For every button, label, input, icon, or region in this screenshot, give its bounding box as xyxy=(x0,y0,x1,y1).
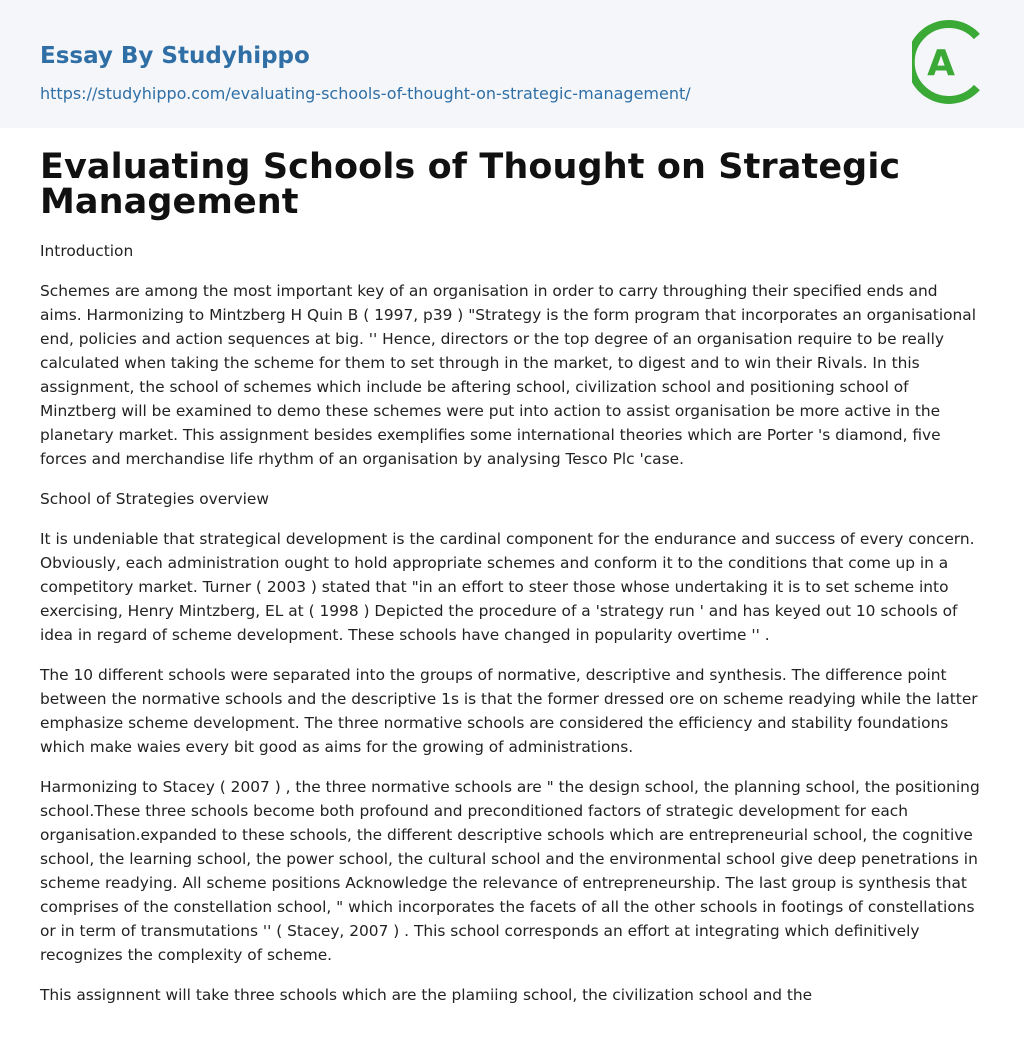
article-body xyxy=(40,239,984,1007)
paragraph: This assignnent will take three schools which are the plamiing school, the civilization school and the xyxy=(40,986,813,1004)
article-title: Evaluating Schools of Thought on Strategic Management xyxy=(40,147,901,222)
article-url-link[interactable]: https://studyhippo.com/evaluating-schools-of-thought-on-strategic-management/ xyxy=(40,84,691,103)
paragraph: Schemes are among the most important key of an organisation in order to carry throughing their specified ends and aims. Harmonizing to Mintzberg H Quin B ( 1997, p39 ) "Strategy is the form program that incorporates an organisational end, policies and action sequences at big. '' Hence, directors or the top degree of an organisation require to be really calculated when taking the scheme for them to set through in the market, to digest and to win their Rivals. In this assignment, the school of schemes which include be aftering school, civilization school and positioning school of Minztberg will be examined to demo these schemes were put into action to assist organisation be more active in the planetary market. This assignment besides exemplifies some international theories which are Porter 's diamond, five forces and merchandise life rhythm of an organisation by analysing Tesco Plc 'case. xyxy=(40,282,976,468)
site-header xyxy=(0,0,1024,128)
paragraph: It is undeniable that strategical development is the cardinal component for the endurance and success of every concern. Obviously, each administration ought to hold appropriate schemes and conform it to the conditions that come up in a competitory market. Turner ( 2003 ) stated that "in an effort to steer those whose undertaking it is to set scheme into exercising, Henry Mintzberg, EL at ( 1998 ) Depicted the procedure of a 'strategy run ' and has keyed out 10 schools of idea in regard of scheme development. These schools have changed in popularity overtime '' . xyxy=(40,530,975,644)
brand-name[interactable]: Essay By Studyhippo xyxy=(40,43,310,69)
paragraph: Harmonizing to Stacey ( 2007 ) , the three normative schools are " the design school, the planning school, the positioning school.These three schools become both profound and preconditioned factors of strategic development for each organisation.expanded to these schools, the different descriptive schools which are entrepreneurial school, the cognitive school, the learning school, the power school, the cultural school and the environmental school give deep penetrations in scheme readying. All scheme positions Acknowledge the relevance of entrepreneurship. The last group is synthesis that comprises of the constellation school, " which incorporates the facets of all the other schools in footings of constellations or in term of transmutations '' ( Stacey, 2007 ) . This school corresponds an effort at integrating which definitively recognizes the complexity of scheme. xyxy=(40,778,980,964)
paragraph: The 10 different schools were separated into the groups of normative, descriptive and synthesis. The difference point between the normative schools and the descriptive 1s is that the former dressed ore on scheme readying while the latter emphasize scheme development. The three normative schools are considered the efficiency and stability foundations which make waies every bit good as aims for the growing of administrations. xyxy=(40,666,978,756)
studyhippo-logo-icon[interactable] xyxy=(912,19,986,105)
logo-letter: A xyxy=(927,43,955,84)
paragraph: Introduction xyxy=(40,242,134,260)
paragraph: School of Strategies overview xyxy=(40,490,269,508)
